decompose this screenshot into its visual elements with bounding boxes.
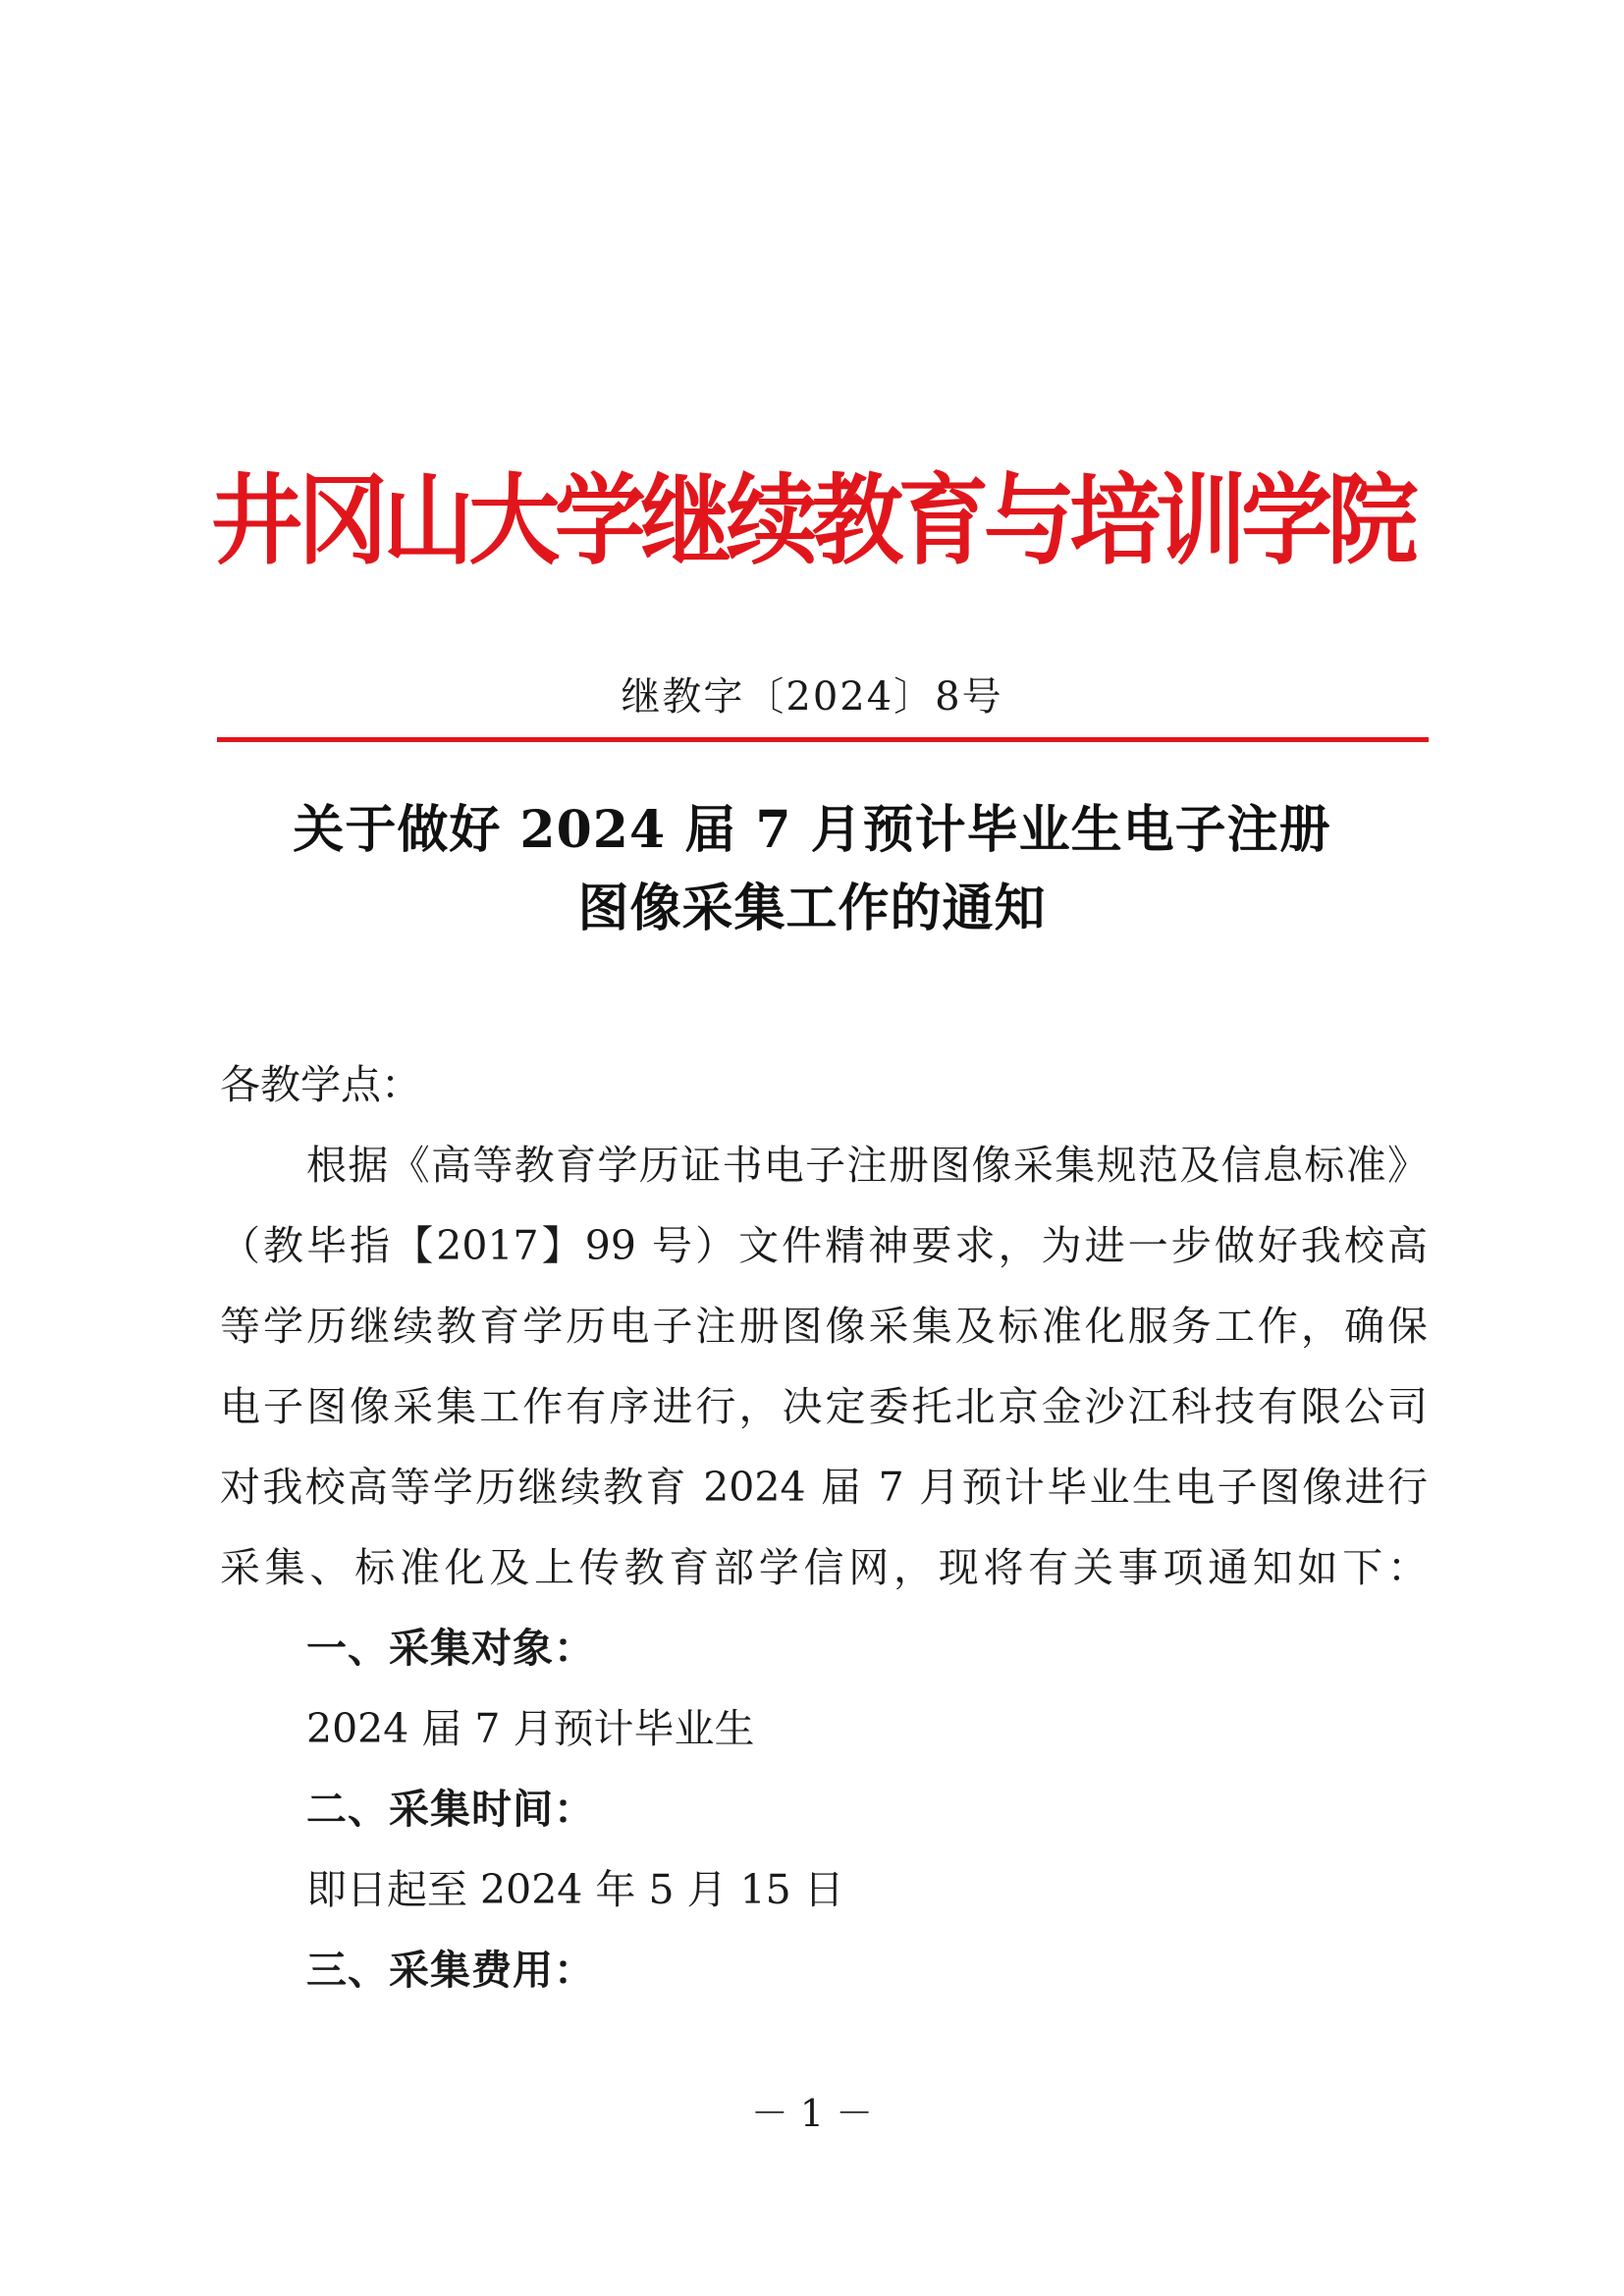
paragraph-line-2: （教毕指【2017】99 号）文件精神要求，为进一步做好我校高 bbox=[220, 1222, 1428, 1269]
paragraph-line-6: 采集、标准化及上传教育部学信网，现将有关事项通知如下： bbox=[220, 1544, 1428, 1591]
paragraph-line-3: 等学历继续教育学历电子注册图像采集及标准化服务工作，确保 bbox=[220, 1303, 1428, 1350]
notice-title-line-1: 关于做好 2024 届 7 月预计毕业生电子注册 bbox=[293, 800, 1331, 860]
section-heading-3: 三、采集费用： bbox=[306, 1947, 595, 1994]
section-heading-1: 一、采集对象： bbox=[306, 1625, 595, 1672]
paragraph-line-4: 电子图像采集工作有序进行，决定委托北京金沙江科技有限公司 bbox=[220, 1383, 1428, 1430]
red-divider-line bbox=[217, 737, 1429, 742]
notice-title-line-2: 图像采集工作的通知 bbox=[577, 879, 1047, 938]
document-number: 继教字〔2024〕8号 bbox=[621, 674, 1003, 720]
section-content-2: 即日起至 2024 年 5 月 15 日 bbox=[306, 1866, 844, 1913]
salutation: 各教学点： bbox=[220, 1061, 421, 1108]
page-number: － 1 － bbox=[750, 2092, 874, 2135]
paragraph-line-5: 对我校高等学历继续教育 2024 届 7 月预计毕业生电子图像进行 bbox=[220, 1464, 1428, 1511]
paragraph-line-1: 根据《高等教育学历证书电子注册图像采集规范及信息标准》 bbox=[306, 1142, 1428, 1189]
section-heading-2: 二、采集时间： bbox=[306, 1786, 595, 1833]
masthead-title: 井冈山大学继续教育与培训学院 bbox=[211, 462, 1413, 578]
section-content-1: 2024 届 7 月预计毕业生 bbox=[306, 1705, 755, 1752]
